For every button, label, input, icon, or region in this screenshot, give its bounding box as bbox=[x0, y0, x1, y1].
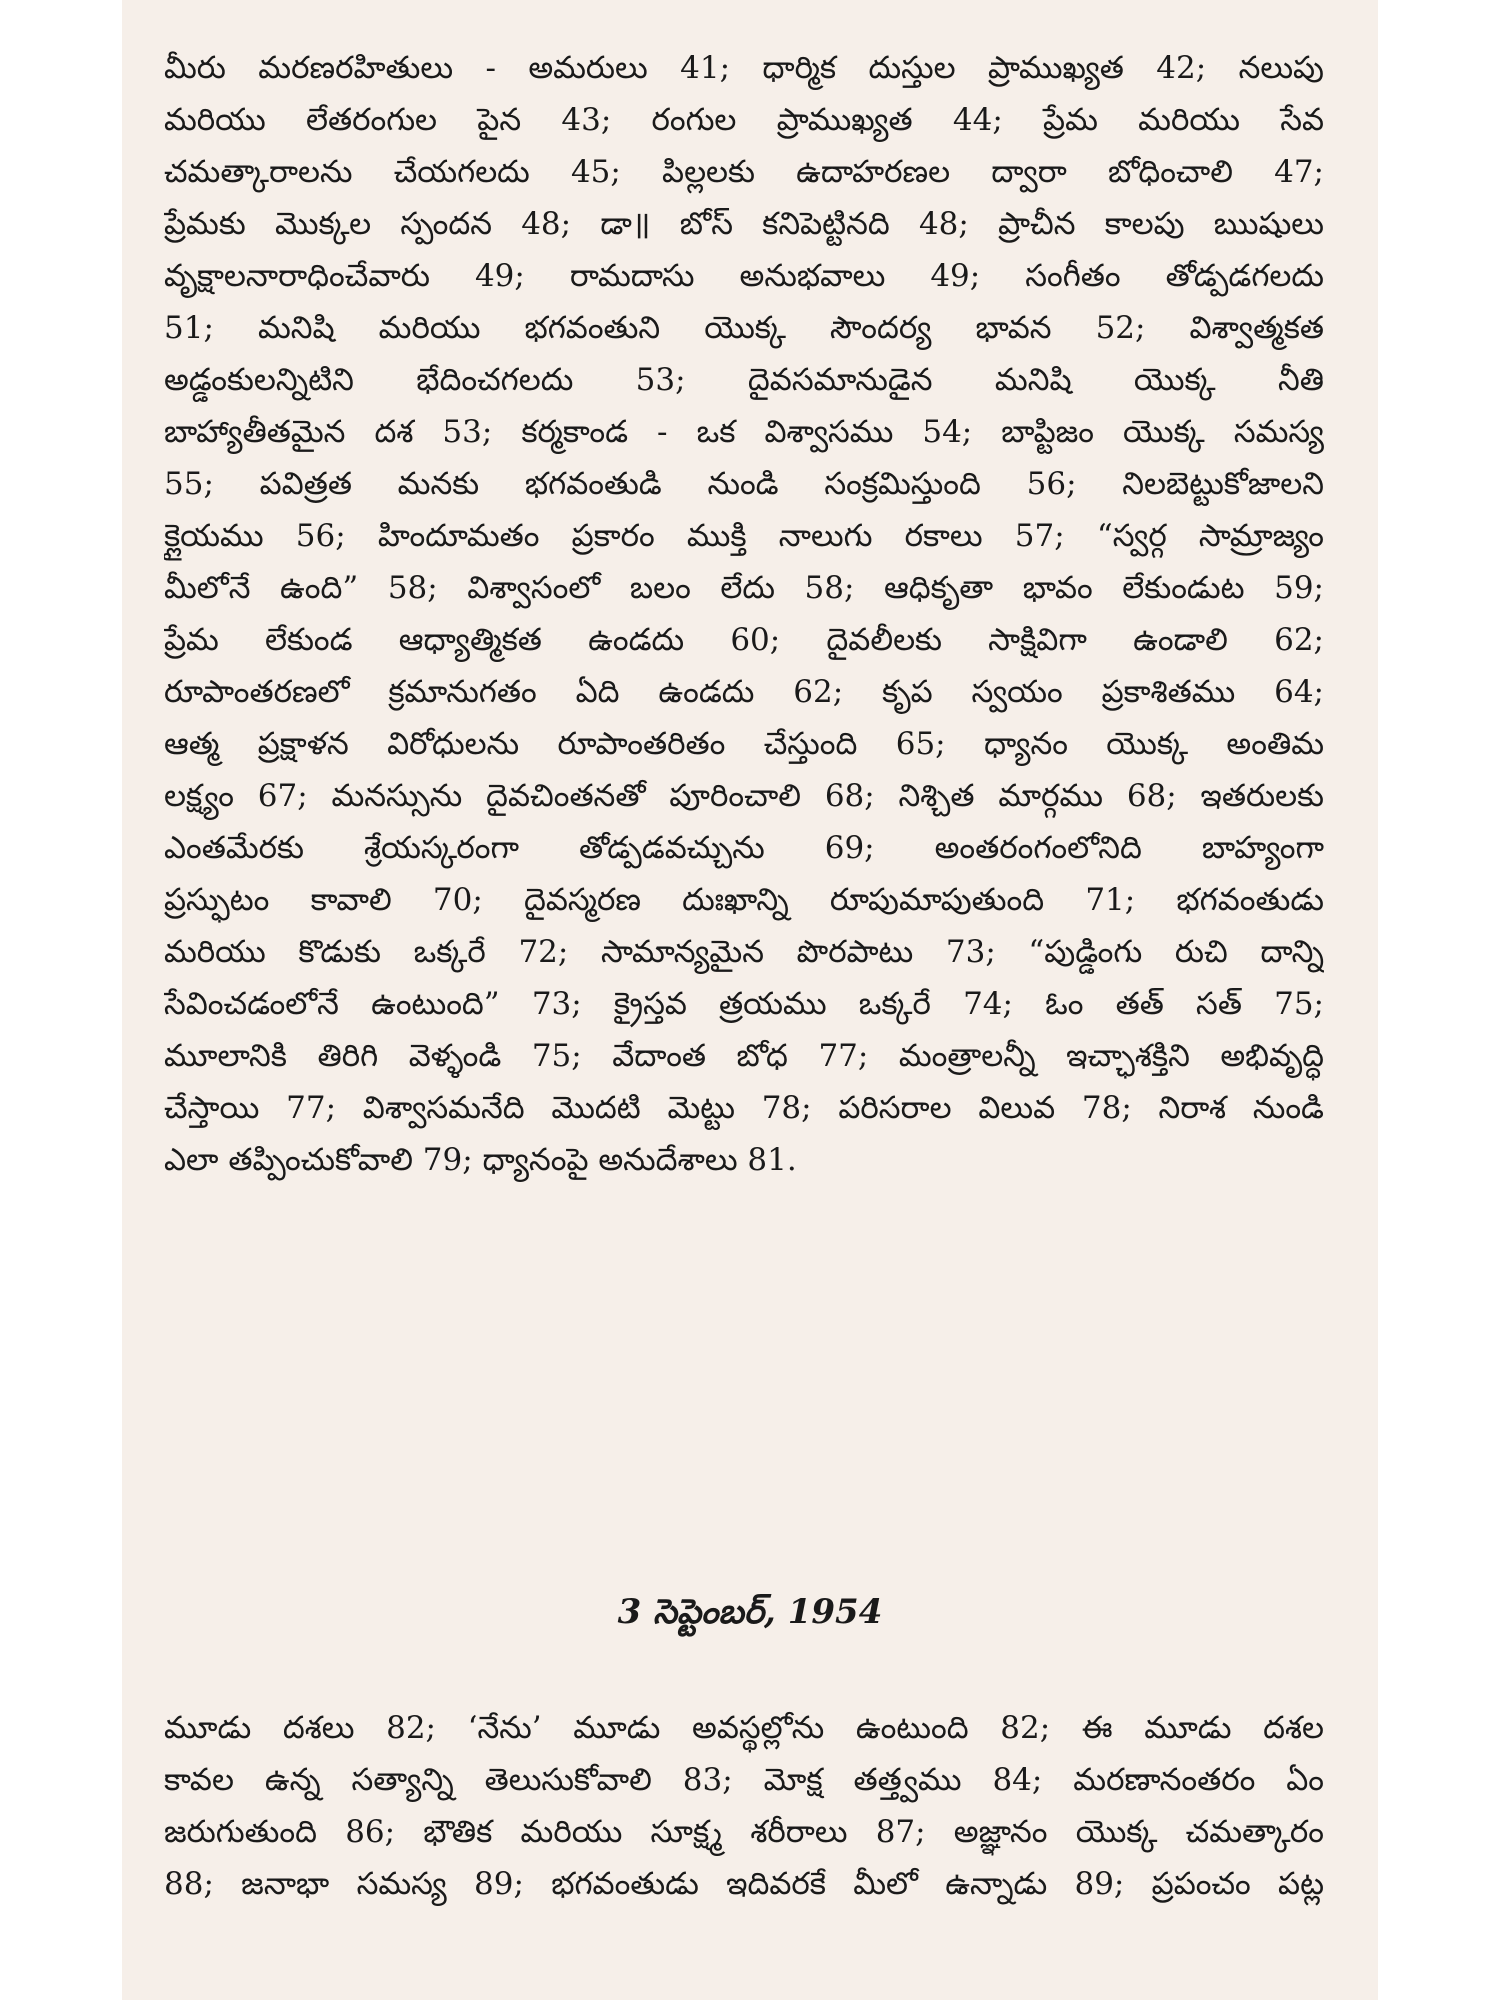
text-line: చేస్తాయి 77; విశ్వాసమనేది మొదటి మెట్టు 78; పరిసరాల విలువ 78; నిరాశ నుండి bbox=[164, 1090, 1324, 1126]
text-line: వృక్షాలనారాధించేవారు 49; రామదాసు అనుభవాలు 49; సంగీతం తోడ్పడగలదు bbox=[164, 258, 1324, 294]
text-line: సేవించడంలోనే ఉంటుంది” 73; క్రైస్తవ త్రయము ఒక్కరే 74; ఓం తత్ సత్ 75; bbox=[164, 986, 1324, 1022]
text-line: ఎంతమేరకు శ్రేయస్కరంగా తోడ్పడవచ్చును 69; అంతరంగంలోనిది బాహ్యంగా bbox=[164, 830, 1324, 866]
text-line: 55; పవిత్రత మనకు భగవంతుడి నుండి సంక్రమిస్తుంది 56; నిలబెట్టుకోజాలని bbox=[164, 466, 1324, 502]
book-page bbox=[122, 0, 1378, 2000]
text-line: మరియు కొడుకు ఒక్కరే 72; సామాన్యమైన పొరపాటు 73; “పుడ్డింగు రుచి దాన్ని bbox=[164, 934, 1324, 970]
text-line: 88; జనాభా సమస్య 89; భగవంతుడు ఇదివరకే మీలో ఉన్నాడు 89; ప్రపంచం పట్ల bbox=[164, 1866, 1324, 1902]
date-heading: 3 సెప్టెంబర్, 1954 bbox=[617, 1592, 883, 1632]
text-line: మీలోనే ఉంది” 58; విశ్వాసంలో బలం లేదు 58; ఆధికృతా భావం లేకుండుట 59; bbox=[164, 570, 1324, 606]
text-line: ఎలా తప్పించుకోవాలి 79; ధ్యానంపై అనుదేశాలు 81. bbox=[164, 1142, 797, 1178]
text-line: క్లైయము 56; హిందూమతం ప్రకారం ముక్తి నాలుగు రకాలు 57; “స్వర్గ సామ్రాజ్యం bbox=[164, 518, 1324, 554]
text-line: మీరు మరణరహితులు - అమరులు 41; ధార్మిక దుస్తుల ప్రాముఖ్యత 42; నలుపు bbox=[164, 50, 1324, 86]
text-line: చమత్కారాలను చేయగలదు 45; పిల్లలకు ఉదాహరణల ద్వారా బోధించాలి 47; bbox=[164, 154, 1324, 190]
text-line: బాహ్యాతీతమైన దశ 53; కర్మకాండ - ఒక విశ్వాసము 54; బాప్టిజం యొక్క సమస్య bbox=[164, 414, 1324, 450]
text-line: లక్ష్యం 67; మనస్సును దైవచింతనతో పూరించాలి 68; నిశ్చిత మార్గము 68; ఇతరులకు bbox=[164, 778, 1324, 814]
text-line: ప్రస్ఫుటం కావాలి 70; దైవస్మరణ దుఃఖాన్ని రూపుమాపుతుంది 71; భగవంతుడు bbox=[164, 882, 1324, 918]
text-line: కావల ఉన్న సత్యాన్ని తెలుసుకోవాలి 83; మోక్ష తత్త్వము 84; మరణానంతరం ఏం bbox=[164, 1762, 1324, 1798]
text-line: ఆత్మ ప్రక్షాళన విరోధులను రూపాంతరితం చేస్తుంది 65; ధ్యానం యొక్క అంతిమ bbox=[164, 726, 1324, 762]
text-line: ప్రేమ లేకుండ ఆధ్యాత్మికత ఉండదు 60; దైవలీలకు సాక్షివిగా ఉండాలి 62; bbox=[164, 622, 1324, 658]
text-line: 51; మనిషి మరియు భగవంతుని యొక్క సౌందర్య భావన 52; విశ్వాత్మకత bbox=[164, 310, 1324, 346]
text-line: జరుగుతుంది 86; భౌతిక మరియు సూక్ష్మ శరీరాలు 87; అజ్ఞానం యొక్క చమత్కారం bbox=[164, 1814, 1324, 1850]
index-paragraph-2 bbox=[164, 1702, 1324, 1910]
text-line: రూపాంతరణలో క్రమానుగతం ఏది ఉండదు 62; కృప స్వయం ప్రకాశితము 64; bbox=[164, 674, 1324, 710]
text-line: ప్రేమకు మొక్కల స్పందన 48; డా॥ బోస్ కనిపెట్టినది 48; ప్రాచీన కాలపు ఋషులు bbox=[164, 206, 1324, 242]
text-line: మరియు లేతరంగుల పైన 43; రంగుల ప్రాముఖ్యత 44; ప్రేమ మరియు సేవ bbox=[164, 102, 1324, 138]
index-paragraph-1 bbox=[164, 42, 1324, 1186]
text-line: అడ్డంకులన్నిటిని భేదించగలదు 53; దైవసమానుడైన మనిషి యొక్క నీతి bbox=[164, 362, 1324, 398]
text-line: మూలానికి తిరిగి వెళ్ళండి 75; వేదాంత బోధ 77; మంత్రాలన్నీ ఇచ్ఛాశక్తిని అభివృద్ధి bbox=[164, 1038, 1324, 1074]
text-line: మూడు దశలు 82; ‘నేను’ మూడు అవస్థల్లోను ఉంటుంది 82; ఈ మూడు దశల bbox=[164, 1710, 1324, 1746]
